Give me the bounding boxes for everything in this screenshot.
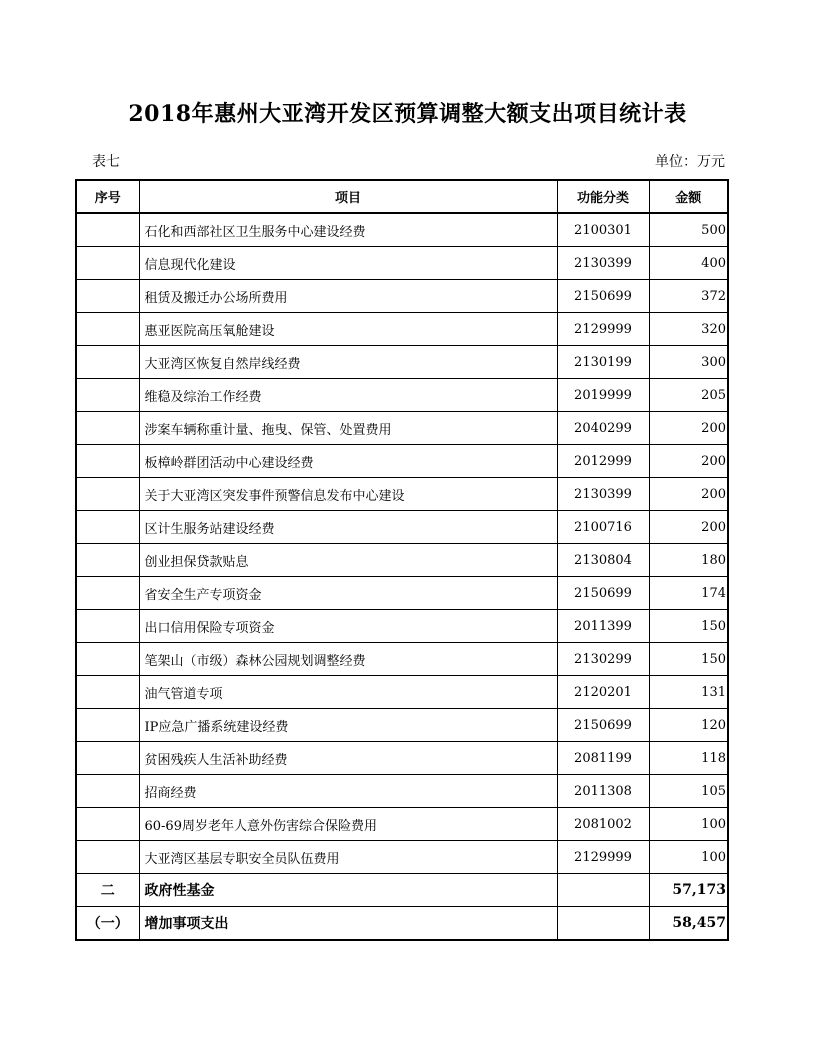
row-item-cell: 关于大亚湾区突发事件预警信息发布中心建设 [139, 478, 557, 511]
table-row [76, 280, 728, 313]
row-amount-cell: 205 [649, 379, 728, 412]
row-code-cell [557, 874, 649, 907]
row-code-cell: 2012999 [557, 445, 649, 478]
row-code-cell: 2081199 [557, 742, 649, 775]
row-code-cell: 2130399 [557, 247, 649, 280]
row-code-cell: 2130199 [557, 346, 649, 379]
row-code-cell: 2081002 [557, 808, 649, 841]
row-seq-cell [76, 247, 139, 280]
row-code-cell: 2100716 [557, 511, 649, 544]
table-row [76, 808, 728, 841]
table-row [76, 841, 728, 874]
row-seq-cell [76, 841, 139, 874]
header-row [76, 180, 728, 213]
row-code-cell: 2150699 [557, 577, 649, 610]
row-item-cell: 60-69周岁老年人意外伤害综合保险费用 [139, 808, 557, 841]
row-code-cell: 2130299 [557, 643, 649, 676]
row-seq-cell [76, 213, 139, 247]
budget-table [75, 179, 729, 941]
table-row [76, 874, 728, 907]
row-amount-cell: 200 [649, 412, 728, 445]
table-row [76, 412, 728, 445]
row-seq-cell: 二 [76, 874, 139, 907]
row-amount-cell: 120 [649, 709, 728, 742]
row-seq-cell [76, 412, 139, 445]
row-amount-cell: 200 [649, 511, 728, 544]
row-code-cell: 2150699 [557, 709, 649, 742]
row-amount-cell: 118 [649, 742, 728, 775]
row-item-cell: 惠亚医院高压氧舱建设 [139, 313, 557, 346]
row-seq-cell [76, 808, 139, 841]
table-row [76, 775, 728, 808]
document-title: 2018年惠州大亚湾开发区预算调整大额支出项目统计表 [128, 101, 687, 127]
table-row [76, 213, 728, 247]
table-header [76, 180, 728, 213]
table-row [76, 709, 728, 742]
row-amount-cell: 320 [649, 313, 728, 346]
row-item-cell: 信息现代化建设 [139, 247, 557, 280]
table-row [76, 478, 728, 511]
row-code-cell: 2040299 [557, 412, 649, 445]
row-seq-cell: （一） [76, 907, 139, 941]
row-seq-cell [76, 379, 139, 412]
table-row [76, 379, 728, 412]
row-seq-cell [76, 280, 139, 313]
table-row [76, 610, 728, 643]
row-seq-cell [76, 511, 139, 544]
row-item-cell: 油气管道专项 [139, 676, 557, 709]
row-item-cell: 出口信用保险专项资金 [139, 610, 557, 643]
row-code-cell: 2150699 [557, 280, 649, 313]
row-amount-cell: 57,173 [649, 874, 728, 907]
row-code-cell: 2129999 [557, 313, 649, 346]
row-seq-cell [76, 313, 139, 346]
row-amount-cell: 174 [649, 577, 728, 610]
header-seq: 序号 [76, 180, 139, 213]
row-amount-cell: 105 [649, 775, 728, 808]
row-item-cell: 增加事项支出 [139, 907, 557, 941]
row-seq-cell [76, 643, 139, 676]
row-item-cell: 大亚湾区基层专职安全员队伍费用 [139, 841, 557, 874]
row-item-cell: 租赁及搬迁办公场所费用 [139, 280, 557, 313]
row-amount-cell: 372 [649, 280, 728, 313]
row-amount-cell: 58,457 [649, 907, 728, 941]
table-row [76, 907, 728, 941]
row-amount-cell: 500 [649, 213, 728, 247]
row-seq-cell [76, 445, 139, 478]
row-item-cell: 贫困残疾人生活补助经费 [139, 742, 557, 775]
row-amount-cell: 100 [649, 808, 728, 841]
table-row [76, 544, 728, 577]
row-code-cell: 2011399 [557, 610, 649, 643]
row-seq-cell [76, 577, 139, 610]
row-seq-cell [76, 610, 139, 643]
row-code-cell: 2129999 [557, 841, 649, 874]
table-row [76, 313, 728, 346]
row-amount-cell: 180 [649, 544, 728, 577]
row-amount-cell: 131 [649, 676, 728, 709]
row-code-cell: 2011308 [557, 775, 649, 808]
row-item-cell: 区计生服务站建设经费 [139, 511, 557, 544]
table-row [76, 577, 728, 610]
table-row [76, 346, 728, 379]
header-item: 项目 [139, 180, 557, 213]
row-seq-cell [76, 775, 139, 808]
row-item-cell: IP应急广播系统建设经费 [139, 709, 557, 742]
row-code-cell: 2130804 [557, 544, 649, 577]
header-code: 功能分类 [557, 180, 649, 213]
row-item-cell: 大亚湾区恢复自然岸线经费 [139, 346, 557, 379]
row-amount-cell: 200 [649, 445, 728, 478]
row-item-cell: 招商经费 [139, 775, 557, 808]
row-item-cell: 涉案车辆称重计量、拖曳、保管、处置费用 [139, 412, 557, 445]
row-item-cell: 板樟岭群团活动中心建设经费 [139, 445, 557, 478]
table-row [76, 676, 728, 709]
row-code-cell: 2120201 [557, 676, 649, 709]
row-seq-cell [76, 478, 139, 511]
unit-label: 单位：万元 [655, 154, 725, 170]
row-amount-cell: 300 [649, 346, 728, 379]
row-amount-cell: 400 [649, 247, 728, 280]
header-amount: 金额 [649, 180, 728, 213]
row-seq-cell [76, 544, 139, 577]
row-code-cell: 2130399 [557, 478, 649, 511]
row-item-cell: 维稳及综治工作经费 [139, 379, 557, 412]
row-amount-cell: 100 [649, 841, 728, 874]
row-item-cell: 省安全生产专项资金 [139, 577, 557, 610]
row-code-cell: 2019999 [557, 379, 649, 412]
row-amount-cell: 150 [649, 643, 728, 676]
table-row [76, 511, 728, 544]
row-item-cell: 笔架山（市级）森林公园规划调整经费 [139, 643, 557, 676]
table-row [76, 643, 728, 676]
table-number-label: 表七 [92, 154, 120, 170]
table-row [76, 445, 728, 478]
row-seq-cell [76, 676, 139, 709]
table-body [76, 213, 728, 940]
row-seq-cell [76, 742, 139, 775]
row-seq-cell [76, 346, 139, 379]
row-amount-cell: 200 [649, 478, 728, 511]
row-seq-cell [76, 709, 139, 742]
row-amount-cell: 150 [649, 610, 728, 643]
row-code-cell [557, 907, 649, 941]
row-item-cell: 创业担保贷款贴息 [139, 544, 557, 577]
table-row [76, 742, 728, 775]
row-code-cell: 2100301 [557, 213, 649, 247]
row-item-cell: 政府性基金 [139, 874, 557, 907]
row-item-cell: 石化和西部社区卫生服务中心建设经费 [139, 213, 557, 247]
table-row [76, 247, 728, 280]
